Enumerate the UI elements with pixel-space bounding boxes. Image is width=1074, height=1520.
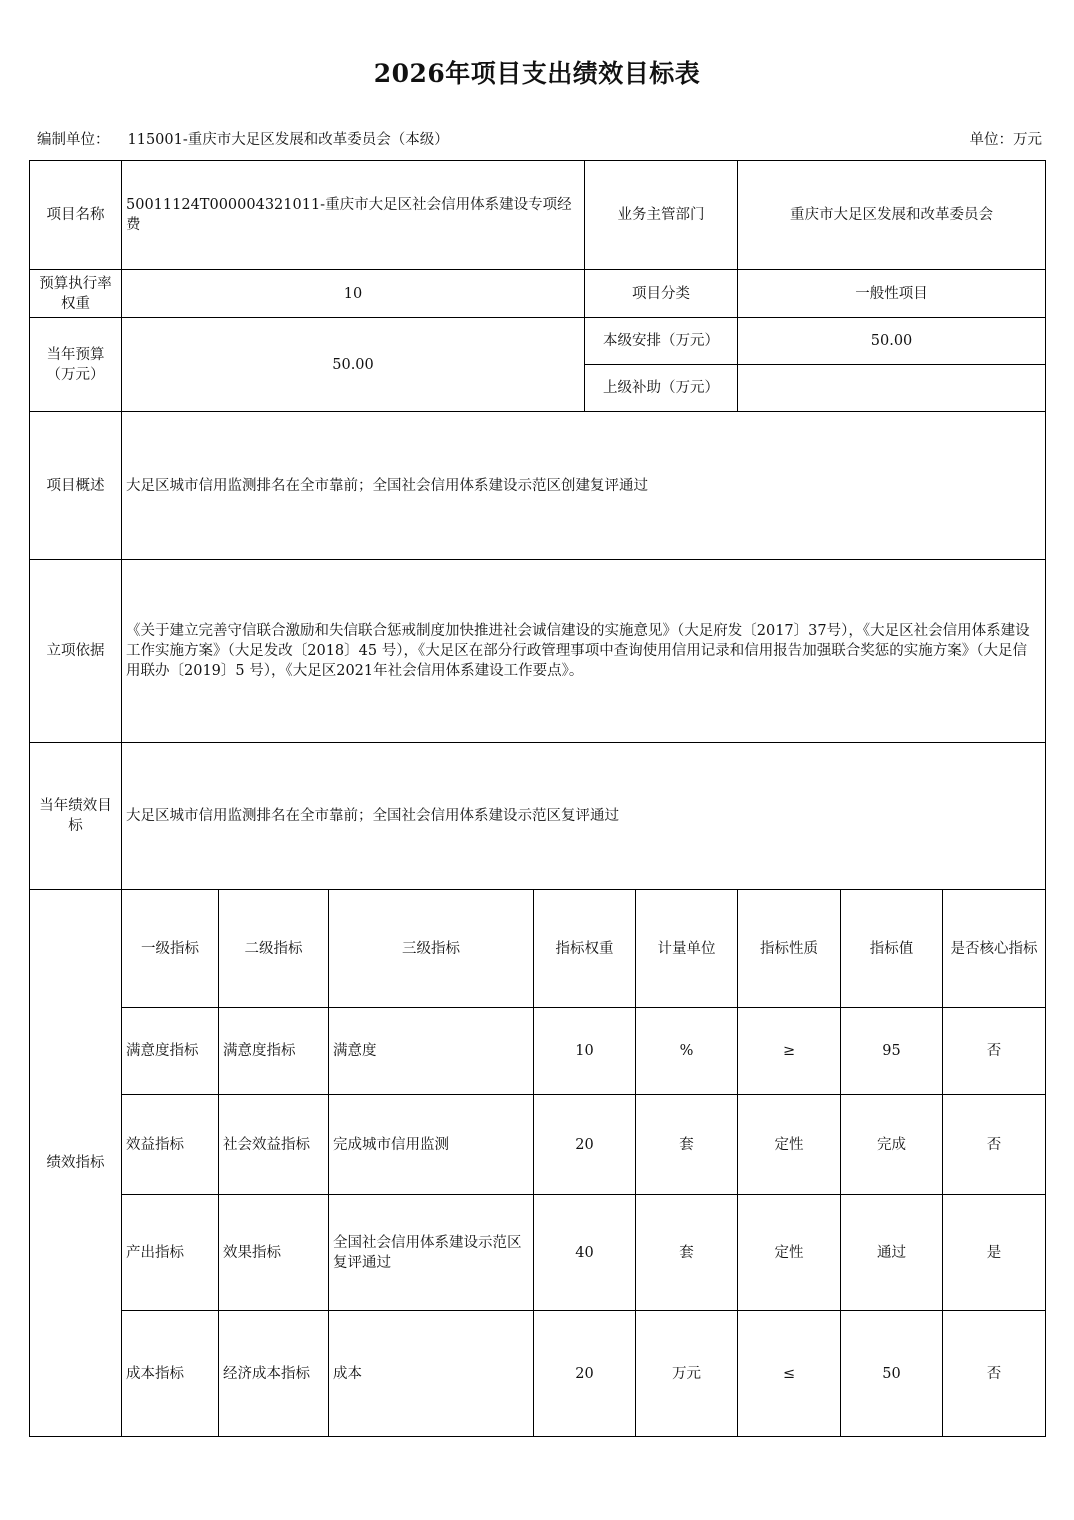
indicator-cell: 20: [534, 1311, 636, 1437]
indicator-header: 计量单位: [636, 890, 738, 1008]
indicator-cell: 完成城市信用监测: [329, 1095, 534, 1195]
indicator-cell: 经济成本指标: [219, 1311, 329, 1437]
indicator-cell: 40: [534, 1195, 636, 1311]
annual-goal-value: 大足区城市信用监测排名在全市靠前；全国社会信用体系建设示范区复评通过: [122, 743, 1046, 890]
indicator-cell: 成本指标: [122, 1311, 219, 1437]
budget-value: 50.00: [122, 318, 585, 412]
indicator-header: 二级指标: [219, 890, 329, 1008]
page-title: 2026年项目支出绩效目标表: [373, 59, 701, 88]
department-value: 重庆市大足区发展和改革委员会: [738, 161, 1046, 270]
exec-weight-value: 10: [122, 270, 585, 318]
indicator-header: 是否核心指标: [943, 890, 1046, 1008]
indicator-cell: 20: [534, 1095, 636, 1195]
indicator-cell: 成本: [329, 1311, 534, 1437]
indicator-row: [30, 1195, 1046, 1311]
indicator-cell: 定性: [738, 1095, 841, 1195]
indicator-cell: ≤: [738, 1311, 841, 1437]
currency-unit: 单位：万元: [969, 132, 1042, 148]
indicator-header: 指标性质: [738, 890, 841, 1008]
indicator-cell: 否: [943, 1095, 1046, 1195]
upper-subsidy-label: 上级补助（万元）: [585, 365, 738, 412]
indicator-cell: 万元: [636, 1311, 738, 1437]
budget-label: 当年预算（万元）: [30, 318, 122, 412]
performance-target-table: [29, 160, 1046, 1437]
indicator-cell: 通过: [841, 1195, 943, 1311]
indicator-cell: 10: [534, 1008, 636, 1095]
indicator-cell: 定性: [738, 1195, 841, 1311]
local-allocation-label: 本级安排（万元）: [585, 318, 738, 365]
basis-label: 立项依据: [30, 560, 122, 743]
category-value: 一般性项目: [738, 270, 1046, 318]
indicator-cell: 全国社会信用体系建设示范区复评通过: [329, 1195, 534, 1311]
indicator-header: 指标权重: [534, 890, 636, 1008]
department-label: 业务主管部门: [585, 161, 738, 270]
indicator-header: 指标值: [841, 890, 943, 1008]
indicator-cell: 95: [841, 1008, 943, 1095]
indicator-cell: 满意度指标: [122, 1008, 219, 1095]
indicator-row: [30, 1095, 1046, 1195]
indicator-row: [30, 1311, 1046, 1437]
indicator-cell: ≥: [738, 1008, 841, 1095]
exec-weight-label: 预算执行率权重: [30, 270, 122, 318]
indicators-section-label: 绩效指标: [30, 890, 122, 1437]
indicator-cell: 50: [841, 1311, 943, 1437]
compiling-unit: [37, 128, 449, 149]
compiling-unit-value: 115001-重庆市大足区发展和改革委员会（本级）: [127, 132, 449, 148]
indicator-cell: 效果指标: [219, 1195, 329, 1311]
indicator-row: [30, 1008, 1046, 1095]
indicator-cell: 产出指标: [122, 1195, 219, 1311]
overview-value: 大足区城市信用监测排名在全市靠前；全国社会信用体系建设示范区创建复评通过: [122, 412, 1046, 560]
indicator-cell: 是: [943, 1195, 1046, 1311]
indicator-header: 一级指标: [122, 890, 219, 1008]
indicator-cell: 套: [636, 1095, 738, 1195]
project-name-value: 50011124T000004321011-重庆市大足区社会信用体系建设专项经费: [122, 161, 585, 270]
upper-subsidy-value: [738, 365, 1046, 412]
basis-value: 《关于建立完善守信联合激励和失信联合惩戒制度加快推进社会诚信建设的实施意见》（大足府发〔2017〕37号），《大足区社会信用体系建设工作实施方案》（大足发改〔2018〕45 号），《大足区在部分行政管理事项中查询使用信用记录和信用报告加强联合奖惩的实施方案》（大足信用联办〔2019〕5 号），《大足区2021年社会信用体系建设工作要点》。: [122, 560, 1046, 743]
local-allocation-value: 50.00: [738, 318, 1046, 365]
indicator-cell: 套: [636, 1195, 738, 1311]
indicator-cell: 完成: [841, 1095, 943, 1195]
compiling-unit-label: 编制单位：: [37, 132, 110, 148]
indicator-cell: 否: [943, 1311, 1046, 1437]
indicator-cell: 社会效益指标: [219, 1095, 329, 1195]
indicator-header: 三级指标: [329, 890, 534, 1008]
indicator-cell: 效益指标: [122, 1095, 219, 1195]
indicator-cell: %: [636, 1008, 738, 1095]
overview-label: 项目概述: [30, 412, 122, 560]
indicator-cell: 满意度: [329, 1008, 534, 1095]
project-name-label: 项目名称: [30, 161, 122, 270]
indicator-cell: 满意度指标: [219, 1008, 329, 1095]
annual-goal-label: 当年绩效目标: [30, 743, 122, 890]
indicator-cell: 否: [943, 1008, 1046, 1095]
category-label: 项目分类: [585, 270, 738, 318]
